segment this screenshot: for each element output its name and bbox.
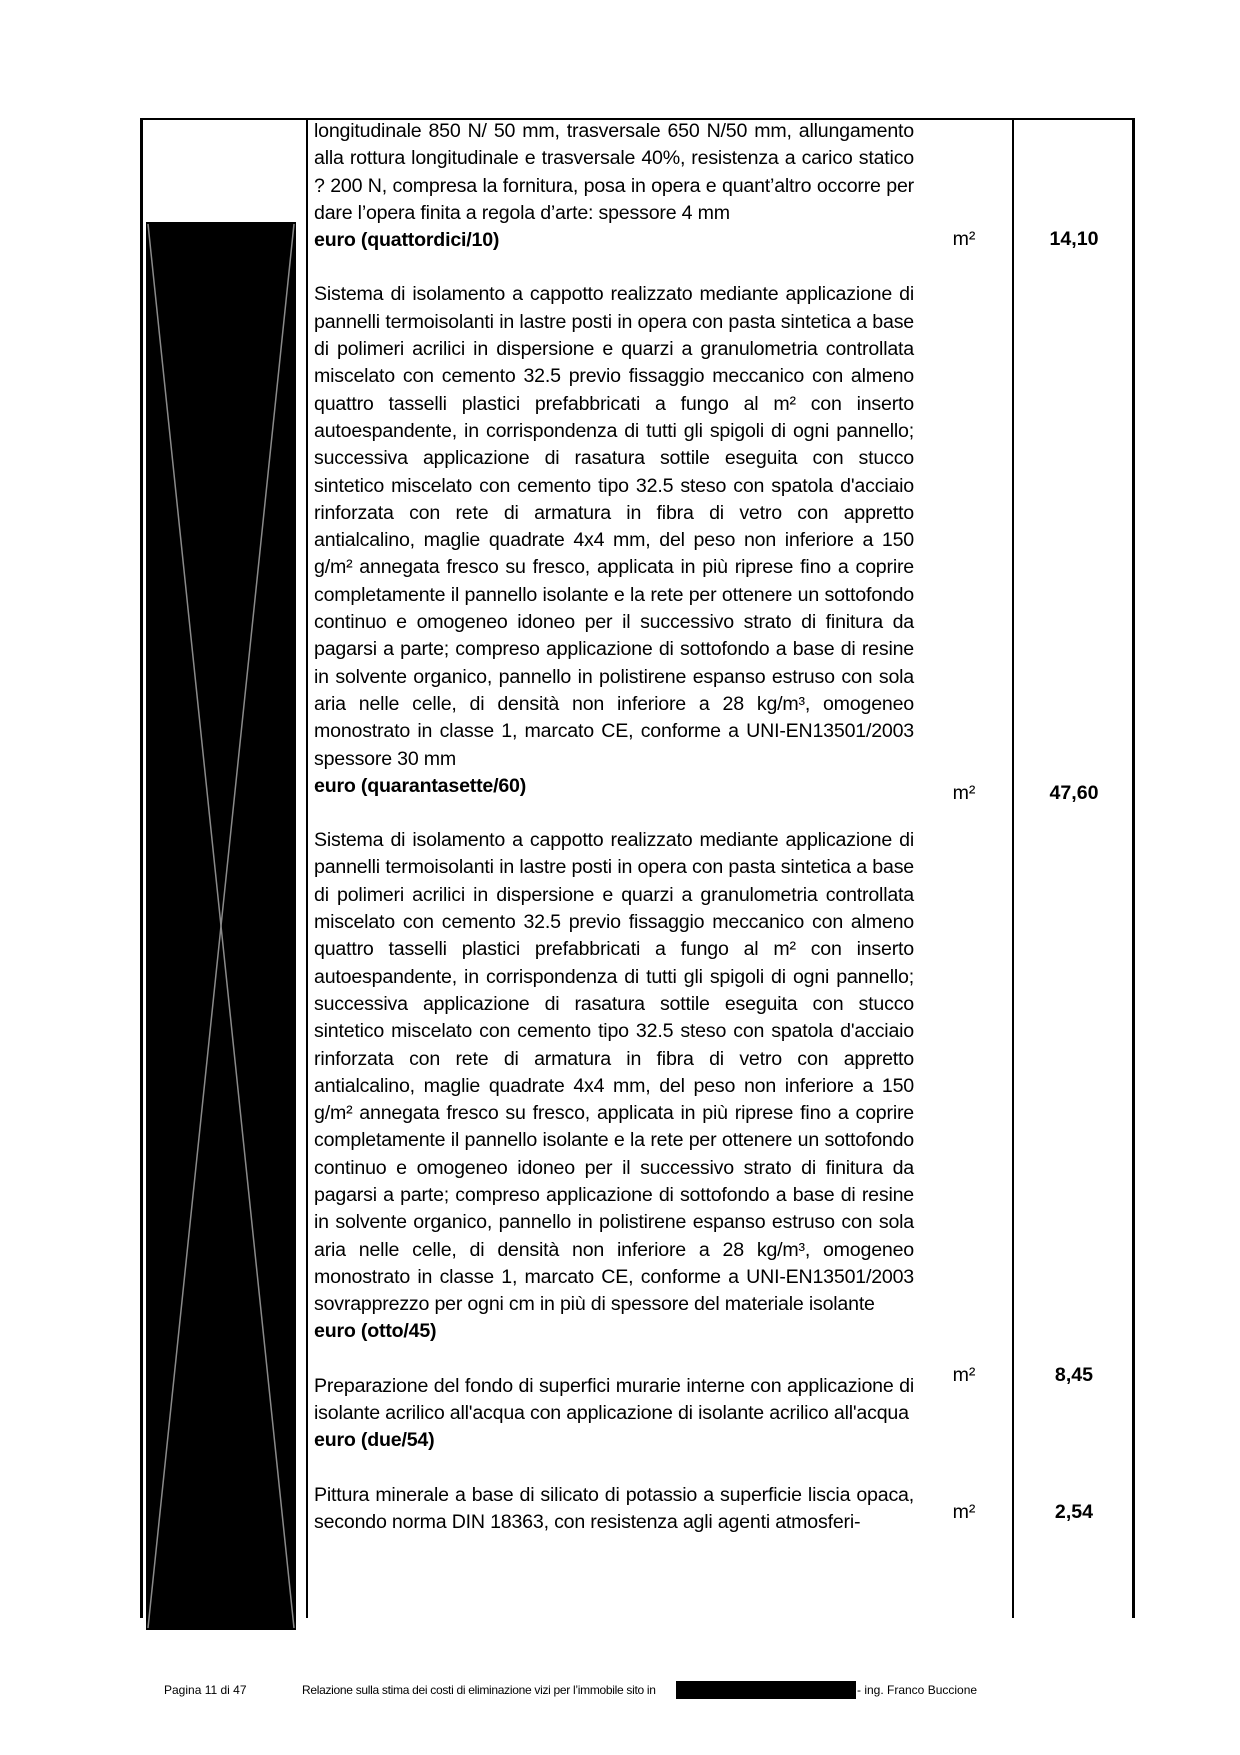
item-description: Sistema di isolamento a cappotto realizzato mediante applicazione di pannelli termoisolanti in lastre posti in opera con pasta sintetica a base di polimeri acrilici in dispersione e quarzi a granulometria controllata miscelato con cemento 32.5 previo fissaggio meccanico con almeno quattro tasselli plastici prefabbricati a fungo al m² con inserto autoespandente, in corrispondenza di tutti gli spigoli di ogni pannello; successiva applicazione di rasatura sottile eseguita con stucco sintetico miscelato con cemento tipo 32.5 steso con spatola d'acciaio rinforzata con rete di armatura in fibra di vetro con appretto antialcalino, maglie quadrate 4x4 mm, del peso non inferiore a 150 g/m² annegata fresco su fresco, applicata in più riprese fino a coprire completamente il pannello isolante e la rete per ottenere un sottofondo continuo e omogeneo idoneo per il successivo strato di finitura da pagarsi a parte; compreso applicazione di sottofondo a base di resine in solvente organico, pannello in polistirene espanso estruso con sola aria nelle celle, di densità non inferiore a 28 kg/m³, omogeneo monostrato in classe 1, marcato CE, conforme a UNI-EN13501/2003 sovrapprezzo per ogni cm in più di spessore del materiale isolante [314,829,914,1316]
item-unit: m² [952,782,976,804]
item-description: longitudinale 850 N/ 50 mm, trasversale 650 N/50 mm, allungamento alla rottura longitudinale e trasversale 40%, resistenza a carico statico ? 200 N, compresa la fornitura, posa in opera e quant’altro occorre per dare l’opera finita a regola d’arte: spessore 4 mm [314,120,914,224]
item-price-in-words: euro (quattordici/10) [314,229,500,252]
redacted-block [146,222,296,1630]
page-footer [0,1680,1240,1700]
description-column [314,118,914,1563]
item-unit: m² [952,1501,976,1523]
item-description: Preparazione del fondo di superfici murarie interne con applicazione di isolante acrilico all'acqua con applicazione di isolante acrilico all'acqua [314,1374,914,1425]
item-price: 8,45 [1054,1364,1094,1386]
item-unit: m² [952,1364,976,1386]
item-description: Pittura minerale a base di silicato di potassio a superficie liscia opaca, secondo norma DIN 18363, con resistenza agli agenti atmosferi- [314,1483,914,1533]
report-author: - ing. Franco Buccione [857,1683,978,1697]
page-number: Pagina 11 di 47 [164,1683,247,1697]
item-unit: m² [952,228,976,250]
item-price: 47,60 [1049,782,1099,804]
table-column-divider [1012,118,1014,1618]
item-price-in-words: euro (otto/45) [314,1320,437,1343]
item-price: 2,54 [1054,1501,1094,1523]
price-item [314,118,914,254]
table-column-divider [306,118,308,1618]
report-title: Relazione sulla stima dei costi di eliminazione vizi per l’immobile sito in [302,1683,656,1697]
price-item [314,1373,914,1455]
table-border-left [140,118,143,1618]
price-item [314,281,914,800]
item-description: Sistema di isolamento a cappotto realizzato mediante applicazione di pannelli termoisolanti in lastre posti in opera con pasta sintetica a base di polimeri acrilici in dispersione e quarzi a granulometria controllata miscelato con cemento 32.5 previo fissaggio meccanico con almeno quattro tasselli plastici prefabbricati a fungo al m² con inserto autoespandente, in corrispondenza di tutti gli spigoli di ogni pannello; successiva applicazione di rasatura sottile eseguita con stucco sintetico miscelato con cemento tipo 32.5 steso con spatola d'acciaio rinforzata con rete di armatura in fibra di vetro con appretto antialcalino, maglie quadrate 4x4 mm, del peso non inferiore a 150 g/m² annegata fresco su fresco, applicata in più riprese fino a coprire completamente il pannello isolante e la rete per ottenere un sottofondo continuo e omogeneo idoneo per il successivo strato di finitura da pagarsi a parte; compreso applicazione di sottofondo a base di resine in solvente organico, pannello in polistirene espanso estruso con sola aria nelle celle, di densità non inferiore a 28 kg/m³, omogeneo monostrato in classe 1, marcato CE, conforme a UNI-EN13501/2003 spessore 30 mm [314,283,914,770]
price-item [314,1482,914,1537]
item-price-in-words: euro (due/54) [314,1429,435,1452]
item-price-in-words: euro (quarantasette/60) [314,774,527,797]
price-item [314,827,914,1346]
table-border-right [1132,118,1135,1618]
redaction-cross-icon [146,222,296,1630]
redacted-address [676,1681,856,1699]
item-price: 14,10 [1049,228,1099,250]
